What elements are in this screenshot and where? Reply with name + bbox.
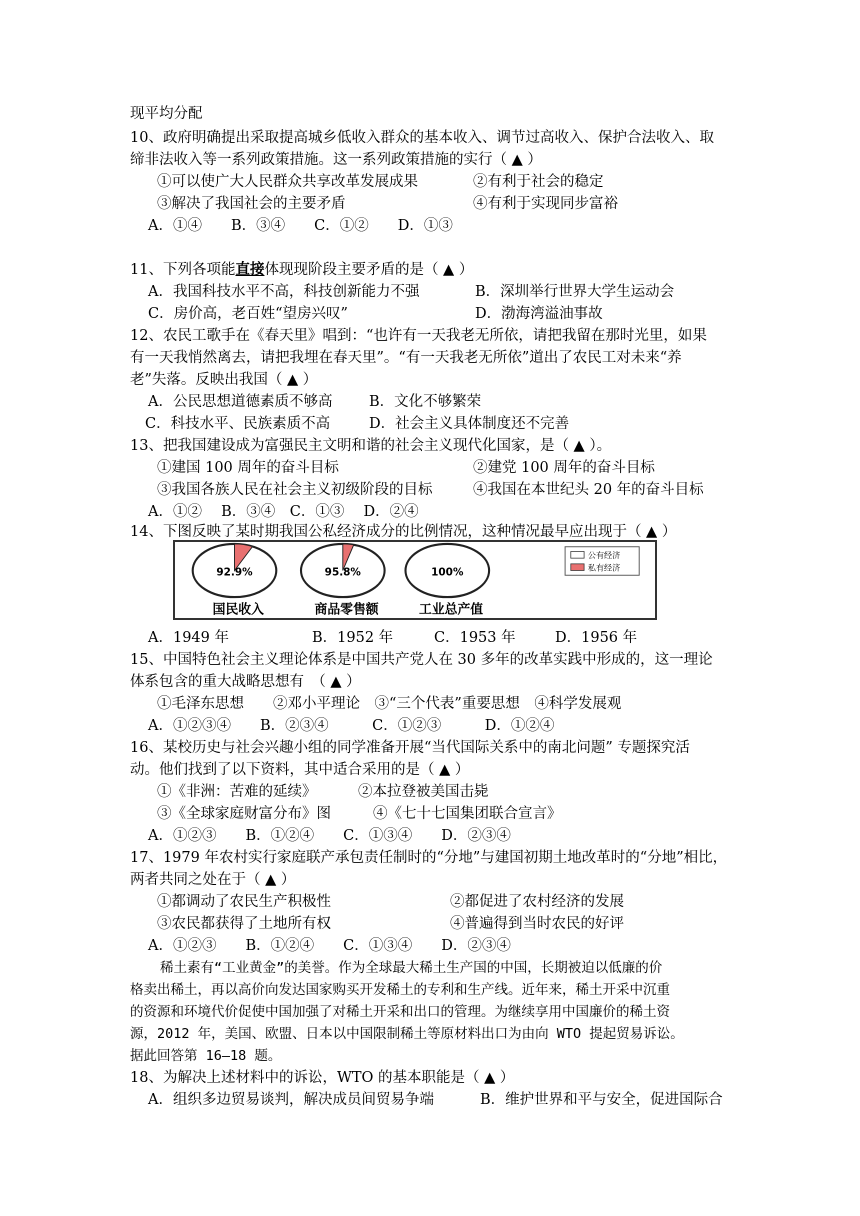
question-12-stem: 12、农民工歌手在《春天里》唱到：“也许有一天我老无所依，请把我留在那时光里，如果 [130, 328, 707, 344]
material-paragraph: 格卖出稀土，再以高价向发达国家购买开发稀土的专利和生产线。近年来，稀土开采中沉重 [130, 982, 670, 998]
option-b: B．深圳举行世界大学生运动会 [475, 284, 675, 300]
option-b: B．维护世界和平与安全，促进国际合 [480, 1092, 723, 1108]
question-15-stem-cont: 体系包含的重大战略思想有 （ ▲ ） [130, 674, 361, 690]
option-1: ①可以使广大人民群众共享改革发展成果 [157, 174, 418, 190]
option-3: ③解决了我国社会的主要矛盾 [157, 196, 346, 212]
question-16-stem-cont: 动。他们找到了以下资料，其中适合采用的是（ ▲ ） [130, 762, 470, 778]
pie-value-label: 100% [431, 566, 464, 579]
option-1: ①都调动了农民生产积极性 [157, 894, 331, 910]
option-d: D．渤海湾溢油事故 [475, 306, 603, 322]
legend-label-public: 公有经济 [587, 551, 621, 561]
option-b: B．文化不够繁荣 [369, 394, 482, 410]
answer-choices: A．①②③④ B．②③④ C．①②③ D．①②④ [148, 718, 555, 734]
answer-choices: A．①②③ B．①②④ C．①③④ D．②③④ [148, 938, 511, 954]
answer-choices: A．①④ B．③④ C．①② D．①③ [148, 218, 453, 234]
option-2: ②本拉登被美国击毙 [358, 784, 489, 800]
material-paragraph: 源，2012 年，美国、欧盟、日本以中国限制稀土等原材料出口为由向 WTO 提起贸易诉讼。 [130, 1026, 684, 1042]
question-15-stem: 15、中国特色社会主义理论体系是中国共产党人在 30 多年的改革实践中形成的，这一理论 [130, 652, 713, 668]
option-a: A．组织多边贸易谈判，解决成员间贸易争端 [148, 1092, 434, 1108]
question-10-stem-cont: 缔非法收入等一系列政策措施。这一系列政策措施的实行（ ▲ ） [130, 152, 542, 168]
option-a: A．我国科技水平不高，科技创新能力不强 [148, 284, 420, 300]
emphasis-text: 直接 [235, 261, 265, 278]
material-paragraph: 稀土素有“工业黄金”的美誉。作为全球最大稀土生产国的中国，长期被迫以低廉的价 [160, 960, 663, 976]
answer-choices: A．①② B．③④ C．①③ D．②④ [148, 504, 419, 520]
question-17-stem: 17、1979 年农村实行家庭联产承包责任制时的“分地”与建国初期土地改革时的“分地”相比， [130, 850, 728, 866]
question-13-stem: 13、把我国建设成为富强民主文明和谐的社会主义现代化国家，是（ ▲ ）。 [130, 438, 612, 454]
question-16-stem: 16、某校历史与社会兴趣小组的同学准备开展“当代国际关系中的南北问题” 专题探究活 [130, 740, 690, 756]
pie-value-label: 95.8% [324, 566, 361, 579]
text-line: 现平均分配 [130, 106, 203, 122]
option-4: ④普遍得到当时农民的好评 [450, 916, 624, 932]
option-c: C．科技水平、民族素质不高 [145, 416, 331, 432]
question-14-stem: 14、下图反映了某时期我国公私经济成分的比例情况，这种情况最早应出现于（ ▲ ） [130, 524, 677, 540]
option-2: ②有利于社会的稳定 [473, 174, 604, 190]
option-4: ④我国在本世纪头 20 年的奋斗目标 [473, 482, 704, 498]
option-a: A．公民思想道德素质不够高 [148, 394, 333, 410]
option-2: ②建党 100 周年的奋斗目标 [473, 460, 655, 476]
question-18-stem: 18、为解决上述材料中的诉讼，WTO 的基本职能是（ ▲ ） [130, 1070, 515, 1086]
pie-category-label: 工业总产值 [419, 602, 484, 618]
question-17-stem-cont: 两者共同之处在于（ ▲ ） [130, 872, 296, 888]
option-1: ①建国 100 周年的奋斗目标 [157, 460, 339, 476]
option-4: ④有利于实现同步富裕 [473, 196, 618, 212]
legend-swatch-public [571, 552, 584, 559]
legend-swatch-private [571, 564, 584, 571]
option-c: C．1953 年 [434, 630, 516, 646]
answer-choices: A．①②③ B．①②④ C．①③④ D．②③④ [148, 828, 511, 844]
question-12-stem-cont: 有一天我悄然离去，请把我埋在春天里”。“有一天我老无所依”道出了农民工对未来“养 [130, 350, 682, 366]
option-1: ①《非洲：苦难的延续》 [157, 784, 317, 800]
option-c: C．房价高，老百姓“望房兴叹” [148, 306, 348, 322]
stem-part: 体现现阶段主要矛盾的是（ ▲ ） [264, 262, 474, 278]
option-d: D．1956 年 [555, 630, 638, 646]
option-b: B．1952 年 [312, 630, 394, 646]
pie-category-label: 商品零售额 [314, 602, 379, 618]
question-11-stem [130, 260, 473, 280]
ownership-pie-chart [173, 540, 657, 620]
option-3: ③农民都获得了土地所有权 [157, 916, 331, 932]
option-3: ③《全球家庭财富分布》图 [157, 806, 331, 822]
pie-value-label: 92.9% [216, 566, 253, 579]
option-2: ②都促进了农村经济的发展 [450, 894, 624, 910]
material-paragraph: 的资源和环境代价促使中国加强了对稀土开采和出口的管理。为继续享用中国廉价的稀土资 [130, 1004, 670, 1020]
option-a: A．1949 年 [148, 630, 229, 646]
option-4: ④《七十七国集团联合宣言》 [373, 806, 562, 822]
pie-chart-svg [175, 542, 655, 618]
legend-label-private: 私有经济 [587, 563, 621, 573]
stem-part: 11、下列各项能 [130, 262, 236, 278]
question-10-stem: 10、政府明确提出采取提高城乡低收入群众的基本收入、调节过高收入、保护合法收入、取 [130, 130, 714, 146]
material-paragraph: 据此回答第 16—18 题。 [130, 1048, 282, 1064]
options-line: ①毛泽东思想 ②邓小平理论 ③“三个代表”重要思想 ④科学发展观 [157, 696, 622, 712]
option-3: ③我国各族人民在社会主义初级阶段的目标 [157, 482, 433, 498]
pie-category-label: 国民收入 [212, 602, 264, 618]
question-12-stem-cont: 老”失落。反映出我国（ ▲ ） [130, 372, 318, 388]
option-d: D．社会主义具体制度还不完善 [369, 416, 570, 432]
